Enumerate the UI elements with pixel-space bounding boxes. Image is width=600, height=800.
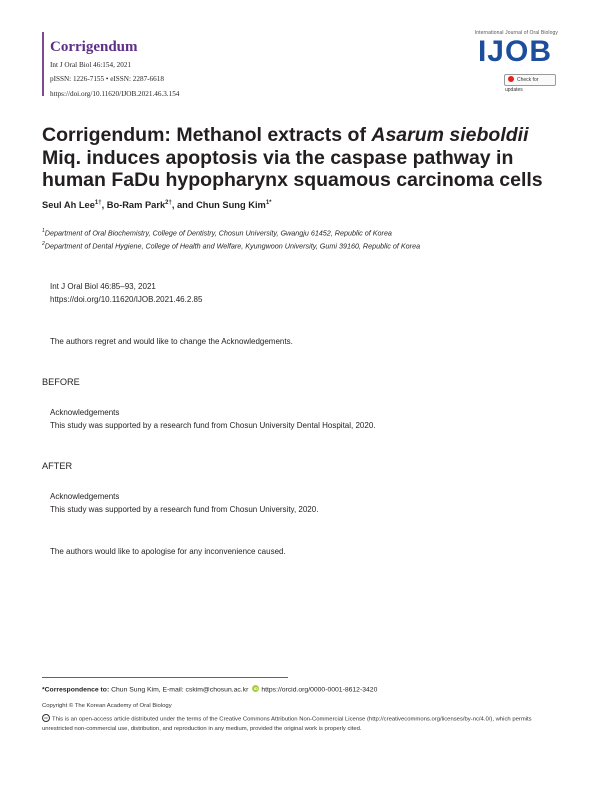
journal-brand <box>464 30 558 67</box>
license-text <box>42 715 562 734</box>
journal-full-name: International Journal of Oral Biology <box>474 30 558 36</box>
orcid-icon: iD <box>253 686 258 691</box>
check-for-updates-button[interactable] <box>504 74 556 93</box>
citation-line: Int J Oral Biol 46:154, 2021 <box>50 61 132 69</box>
original-citation: Int J Oral Biol 46:85–93, 2021 <box>50 282 156 291</box>
after-text: This study was supported by a research fund from Chosun University, 2020. <box>50 504 319 514</box>
author-name: Seul Ah Lee <box>42 200 95 211</box>
original-doi[interactable]: https://doi.org/10.11620/IJOB.2021.46.2.85 <box>50 294 203 304</box>
affiliation-text: Department of Oral Biochemistry, College of Dentistry, Chosun University, Gwangju 61452, Republic of Korea <box>44 228 392 238</box>
correspondence-label: *Correspondence to: <box>42 686 110 694</box>
check-updates-label: Check for updates <box>505 77 539 93</box>
journal-header <box>42 32 558 96</box>
doi-line[interactable]: https://doi.org/10.11620/IJOB.2021.46.3.154 <box>50 89 180 98</box>
before-label: Acknowledgements <box>50 408 120 417</box>
author-marks: 1* <box>265 200 272 206</box>
correspondence-line <box>42 686 377 693</box>
journal-logo: IJOB <box>477 35 552 68</box>
author-marks: 2† <box>165 200 172 206</box>
article-title <box>42 124 562 192</box>
title-part-2: Miq. induces apoptosis via the caspase pathway in human FaDu hypopharynx squamous carcinoma cells <box>42 146 543 191</box>
author-name: Chun Sung Kim <box>196 200 266 211</box>
original-reference <box>50 281 202 306</box>
author-separator: , and <box>171 200 197 211</box>
affiliations <box>42 226 420 252</box>
author-separator: , <box>101 200 107 211</box>
author-list <box>42 200 271 210</box>
copyright-line: Copyright © The Korean Academy of Oral Biology <box>42 703 172 709</box>
after-block <box>50 491 318 516</box>
affiliation-number: 2 <box>42 240 45 247</box>
affiliation-item <box>42 226 420 239</box>
article-type-label: Corrigendum <box>50 39 138 55</box>
creative-commons-icon: cc <box>42 714 50 722</box>
author-name: Bo-Ram Park <box>106 200 166 211</box>
issn-line: pISSN: 1226-7155 • eISSN: 2287-6618 <box>50 75 164 84</box>
correction-statement: The authors regret and would like to change the Acknowledgements. <box>50 337 293 346</box>
affiliation-text: Department of Dental Hygiene, College of Health and Welfare, Kyungwoon University, Gumi 39160, Republic of Korea <box>44 241 421 251</box>
correspondence-text: Chun Sung Kim, E-mail: cskim@chosun.ac.kr <box>109 686 249 694</box>
before-block <box>50 407 376 432</box>
header-accent-bar <box>42 32 44 96</box>
affiliation-item <box>42 239 420 252</box>
check-updates-icon <box>508 76 514 82</box>
footnote-divider <box>42 677 288 678</box>
orcid-link[interactable]: https://orcid.org/0000-0001-8612-3420 <box>261 686 378 694</box>
author-marks: 1† <box>94 200 102 206</box>
after-label: Acknowledgements <box>50 492 120 501</box>
title-species-italic: Asarum sieboldii <box>371 124 529 146</box>
affiliation-number: 1 <box>42 228 45 234</box>
before-text: This study was supported by a research fund from Chosun University Dental Hospital, 2020. <box>50 420 376 430</box>
apology-statement: The authors would like to apologise for any inconvenience caused. <box>50 547 286 556</box>
title-part-1: Corrigendum: Methanol extracts of <box>42 124 372 146</box>
after-heading: AFTER <box>42 461 73 471</box>
license-body: This is an open-access article distributed under the terms of the Creative Commons Attribution Non-Commercial License (http://creativecommons.org/licenses/by-nc/4.0/), which permits unrestricted non-commercial use, distribution, and reproduction in any medium, provided the original work is properly cited. <box>42 716 532 732</box>
before-heading: BEFORE <box>42 377 80 387</box>
header-text-block <box>50 38 179 99</box>
